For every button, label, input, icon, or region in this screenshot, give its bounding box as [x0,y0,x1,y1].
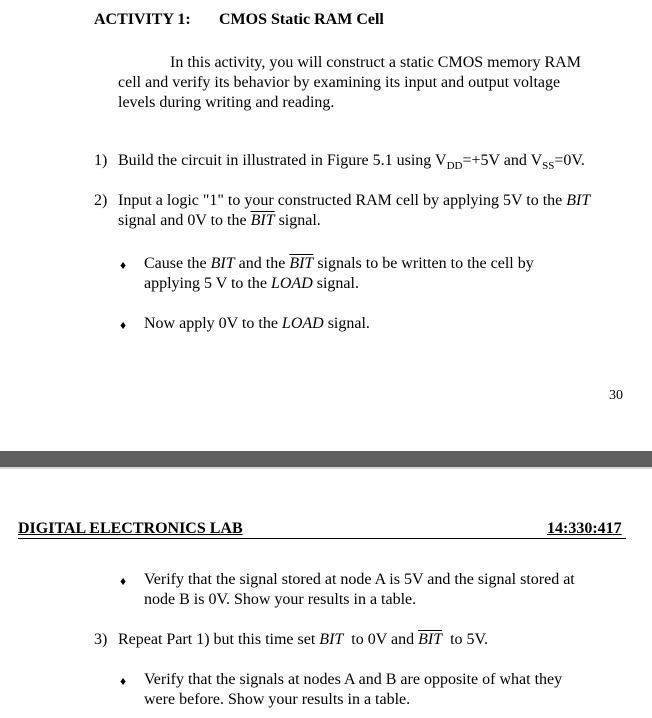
step-2-line-1: Input a logic "1" to your constructed RAM cell by applying 5V to the BIT [118,192,591,209]
intro-line-2: cell and verify its behavior by examining its input and output voltage [118,74,561,91]
diamond-bullet-icon: ♦ [120,574,127,588]
intro-line-3: levels during writing and reading. [118,94,335,111]
page-separator [0,451,652,467]
bullet-4-line-2: were before. Show your results in a table. [144,691,411,708]
step-1-text: Build the circuit in illustrated in Figure 5.1 using $V_{DD}=+5V$ and $V_{SS}=0V$. [118,152,585,172]
step-2-number: 2) [94,192,108,209]
step-1-number: 1) [94,152,108,169]
bullet-4-line-1: Verify that the signals at nodes A and B are opposite of what they [144,671,563,688]
header-course-number: 14:330:417 [547,520,622,537]
bullet-2-text: Now apply 0V to the LOAD signal. [144,315,370,332]
header-rule [18,538,626,539]
intro-line-1: In this activity, you will construct a static CMOS memory RAM [170,54,581,71]
diamond-bullet-icon: ♦ [120,258,127,272]
diamond-bullet-icon: ♦ [120,318,127,332]
header-lab-name: DIGITAL ELECTRONICS LAB [18,520,243,537]
bullet-3-line-1: Verify that the signal stored at node A is 5V and the signal stored at [144,571,575,588]
page-number: 30 [609,388,623,403]
page-separator-shadow [0,467,652,469]
activity-label: ACTIVITY 1: [94,11,191,28]
step-2-line-2: signal and 0V to the $\overline{BIT}$ signal. [118,212,321,229]
bullet-1-line-2: applying 5 V to the LOAD signal. [144,275,359,292]
step-3-text: Repeat Part 1) but this time set BIT to 0V and $\overline{BIT}$ to 5V. [118,631,489,648]
bullet-1-line-1: Cause the BIT and the $\overline{BIT}$ signals to be written to the cell by [144,255,534,272]
activity-title: CMOS Static RAM Cell [219,11,384,28]
step-3-number: 3) [94,631,108,648]
diamond-bullet-icon: ♦ [120,674,127,688]
bullet-3-line-2: node B is 0V. Show your results in a table. [144,591,417,608]
